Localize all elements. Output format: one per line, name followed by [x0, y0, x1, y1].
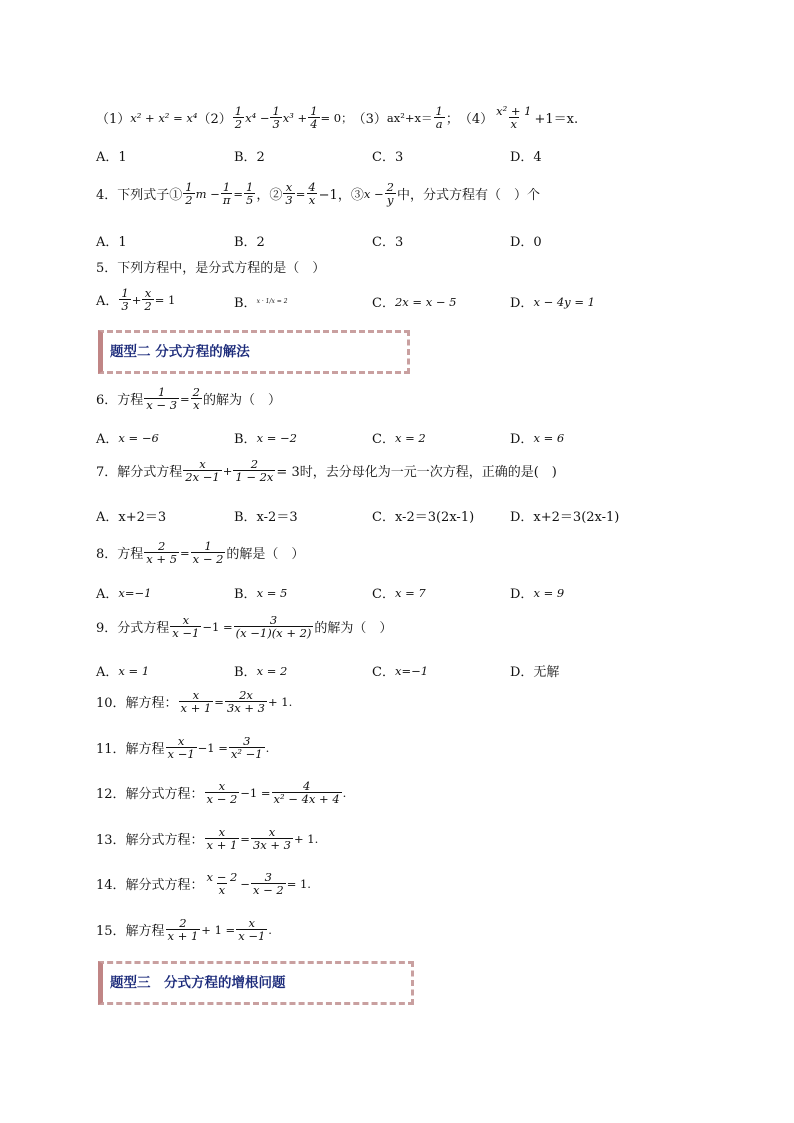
math-expr: = 0；	[320, 110, 353, 125]
option-text: C．x-2＝3(2x-1)	[372, 510, 475, 525]
fraction: $\frac{2}{x}$	[192, 385, 200, 412]
fraction: $\frac{4}{\text{x² − 4x + 4}}$	[273, 779, 340, 806]
option-text: C．3	[372, 235, 404, 250]
math-expr: = 1.	[286, 876, 311, 891]
fraction: $\frac{2}{x + 5}$	[146, 539, 178, 566]
question-stem: 12．解分式方程：	[96, 787, 204, 802]
option-label: D．	[510, 587, 534, 602]
fraction: $\frac{1}{3}$	[272, 104, 280, 131]
question-stem: 15．解方程	[96, 924, 165, 939]
question-4	[96, 181, 540, 206]
fraction: $\frac{1}{2}$	[234, 104, 243, 131]
fraction: $\frac{x}{x - 2}$	[206, 779, 238, 806]
question-15	[96, 917, 272, 942]
question-8	[96, 540, 304, 565]
math-expr: −1 =	[202, 619, 233, 634]
math-expr: + 1 =	[201, 922, 236, 937]
fraction: $\frac{x}{3}$	[285, 180, 293, 207]
option-text: D．x+2＝3(2x-1)	[510, 510, 620, 525]
fraction: $\frac{x}{3x + 3}$	[252, 825, 292, 852]
math-expr: =	[180, 545, 190, 560]
math-expr: +	[222, 463, 233, 478]
math-expr: =	[233, 186, 244, 201]
math-expr: x² + x² = x⁴	[130, 110, 198, 125]
option-value: x=−1	[118, 585, 152, 600]
option-label: A．	[96, 665, 119, 680]
option-d[interactable]	[510, 231, 542, 250]
math-expr: + 1.	[268, 694, 293, 709]
option-a[interactable]	[96, 506, 166, 525]
question-14	[96, 871, 311, 896]
option-label: A．	[96, 587, 119, 602]
question-7	[96, 458, 557, 483]
math-expr: +	[131, 292, 142, 307]
option-d[interactable]	[510, 146, 542, 165]
option-value: x = 5	[256, 585, 288, 600]
question-stem: 9．分式方程	[96, 621, 170, 636]
question-11	[96, 735, 269, 760]
fraction: $\frac{2x}{3x + 3}$	[226, 688, 266, 715]
question-6	[96, 386, 281, 411]
option-b[interactable]	[234, 292, 288, 311]
option-text: A．1	[96, 150, 127, 165]
math-expr: −	[240, 876, 250, 891]
option-d[interactable]	[510, 292, 595, 311]
option-c[interactable]	[372, 506, 474, 525]
question-13	[96, 826, 318, 851]
option-label: A．	[96, 294, 119, 309]
fraction: $\frac{1}{2}$	[185, 180, 193, 207]
question-stem: 13．解分式方程：	[96, 833, 204, 848]
option-value: x = 9	[533, 585, 565, 600]
math-expr: x⁴ −	[245, 110, 270, 125]
option-text: B．x-2＝3	[234, 510, 298, 525]
option-b[interactable]	[234, 661, 287, 680]
question-10	[96, 689, 292, 714]
part-label: （4）	[458, 112, 494, 127]
option-c[interactable]	[372, 146, 403, 165]
option-c[interactable]	[372, 428, 426, 447]
option-label: B．	[234, 587, 257, 602]
math-expr: x −	[363, 186, 384, 201]
option-value: x = 6	[533, 430, 565, 445]
option-c[interactable]	[372, 231, 403, 250]
option-a[interactable]	[96, 428, 159, 447]
option-d[interactable]	[510, 661, 559, 680]
option-text: A．1	[96, 235, 127, 250]
math-expr: +1＝x.	[534, 112, 579, 127]
math-expr: ；	[445, 112, 459, 127]
math-expr: −1 =	[197, 740, 228, 755]
fraction: $\frac{3}{(x -1)(x + 2)}$	[235, 613, 312, 640]
option-label: B．	[234, 665, 257, 680]
option-label: C．	[372, 587, 395, 602]
question-stem: 的解为（ ）	[314, 621, 393, 636]
fraction: $\frac{2}{y}$	[386, 180, 394, 207]
question-stem: 的解为（ ）	[203, 393, 282, 408]
fraction: $\frac{1}{5}$	[246, 180, 254, 207]
fraction: $\frac{1}{x - 3}$	[146, 385, 178, 412]
q3-parts	[96, 105, 578, 130]
option-c[interactable]	[372, 583, 426, 602]
option-c[interactable]	[372, 661, 428, 680]
question-stem: 11．解方程	[96, 742, 165, 757]
option-value: x = 2	[256, 663, 288, 678]
section-heading: 题型二 分式方程的解法	[110, 344, 250, 360]
math-expr: −1 =	[240, 785, 271, 800]
option-text: C．3	[372, 150, 404, 165]
question-stem: 10．解方程：	[96, 696, 178, 711]
option-value: x = 7	[394, 585, 426, 600]
fraction: $\frac{1}{\pi}$	[222, 180, 231, 207]
math-expr: .	[265, 740, 270, 755]
option-label: A．	[96, 432, 119, 447]
option-d[interactable]	[510, 583, 564, 602]
option-a[interactable]	[96, 287, 175, 312]
option-d[interactable]	[510, 428, 564, 447]
question-stem: 4．下列式子①	[96, 188, 183, 203]
option-value: x = −2	[256, 430, 297, 445]
option-b[interactable]	[234, 428, 297, 447]
fraction: $\frac{4}{x}$	[308, 180, 316, 207]
part-label: （1）	[96, 112, 131, 127]
fraction: $\frac{3}{\text{x² −1}}$	[230, 734, 263, 761]
math-expr: =	[214, 694, 224, 709]
fraction: $\frac{x}{2x -1}$	[185, 457, 220, 484]
option-text: D．无解	[510, 665, 560, 680]
option-value: x = −6	[118, 430, 159, 445]
option-text: D．0	[510, 235, 542, 250]
math-expr: −1，③	[318, 188, 364, 203]
option-label: C．	[372, 296, 395, 311]
part-label: （2）	[197, 112, 232, 127]
question-stem: 7．解分式方程	[96, 465, 183, 480]
question-9	[96, 614, 392, 639]
math-expr: + 1.	[294, 831, 319, 846]
question-stem: 中，分式方程有（ ）个	[396, 188, 540, 203]
fraction: $\frac{2}{1 - 2x}$	[235, 457, 274, 484]
option-a[interactable]	[96, 231, 127, 250]
option-text: B．2	[234, 235, 265, 250]
math-expr: x − 4y = 1	[533, 294, 595, 309]
option-a[interactable]	[96, 146, 127, 165]
question-12	[96, 780, 346, 805]
fraction: $\frac{x}{x -1}$	[238, 916, 266, 943]
fraction: $\frac{x}{x + 1}$	[180, 688, 212, 715]
fraction: $\frac{x}{x -1}$	[167, 734, 195, 761]
option-b[interactable]	[234, 146, 265, 165]
fraction: $\frac{\text{x² + 1}}{x}$	[496, 104, 532, 131]
option-a[interactable]	[96, 583, 151, 602]
option-label: B．	[234, 432, 257, 447]
option-b[interactable]	[234, 231, 265, 250]
option-label: D．	[510, 432, 534, 447]
fraction: $\frac{1}{4}$	[310, 104, 318, 131]
option-b[interactable]	[234, 583, 287, 602]
fraction: $\frac{x}{x + 1}$	[206, 825, 238, 852]
option-d[interactable]	[510, 506, 619, 525]
option-b[interactable]	[234, 506, 298, 525]
fraction: $\frac{3}{x - 2}$	[252, 870, 284, 897]
math-expr: ax²+x＝	[386, 110, 433, 125]
math-expr: 2x = x − 5	[394, 294, 457, 309]
option-value: x=−1	[394, 663, 429, 678]
math-expr: .	[268, 922, 272, 937]
fraction: $\frac{1}{x - 2}$	[192, 539, 224, 566]
math-expr: .	[342, 785, 347, 800]
fraction: $\frac{x}{x -1}$	[172, 613, 200, 640]
option-text: B．2	[234, 150, 265, 165]
option-label: D．	[510, 296, 534, 311]
section-heading: 题型三 分式方程的增根问题	[110, 975, 286, 991]
question-stem: 6．方程	[96, 393, 144, 408]
option-c[interactable]	[372, 292, 456, 311]
fraction: $\frac{1}{a}$	[435, 104, 443, 131]
question-5-stem: 5．下列方程中，是分式方程的是（ ）	[96, 261, 326, 276]
fraction: $\frac{2}{x + 1}$	[167, 916, 199, 943]
option-label: C．	[372, 432, 395, 447]
option-value: x = 1	[118, 663, 150, 678]
math-expr: =	[295, 186, 306, 201]
separator: ，②	[256, 188, 283, 203]
part-label: （3）	[352, 112, 387, 127]
fraction: $\frac{x - 2}{x}$	[206, 870, 238, 897]
option-label: B．	[234, 296, 257, 311]
math-expr: x · 1/x = 2	[256, 298, 288, 305]
math-expr: m −	[195, 186, 220, 201]
question-stem: 14．解分式方程：	[96, 878, 204, 893]
fraction: $\frac{1}{3}$	[121, 286, 129, 313]
fraction: $\frac{x}{2}$	[144, 286, 152, 313]
option-label: C．	[372, 665, 395, 680]
math-expr: x³ +	[282, 110, 308, 125]
math-expr: =	[240, 831, 250, 846]
question-stem: = 3时，去分母化为一元一次方程，正确的是( )	[276, 465, 557, 480]
question-stem: 8．方程	[96, 547, 144, 562]
option-value: x = 2	[394, 430, 426, 445]
math-expr: =	[180, 391, 190, 406]
math-expr: = 1	[154, 292, 176, 307]
option-a[interactable]	[96, 661, 149, 680]
option-text: D．4	[510, 150, 542, 165]
question-stem: 的解是（ ）	[226, 547, 305, 562]
option-text: A．x+2＝3	[96, 510, 167, 525]
